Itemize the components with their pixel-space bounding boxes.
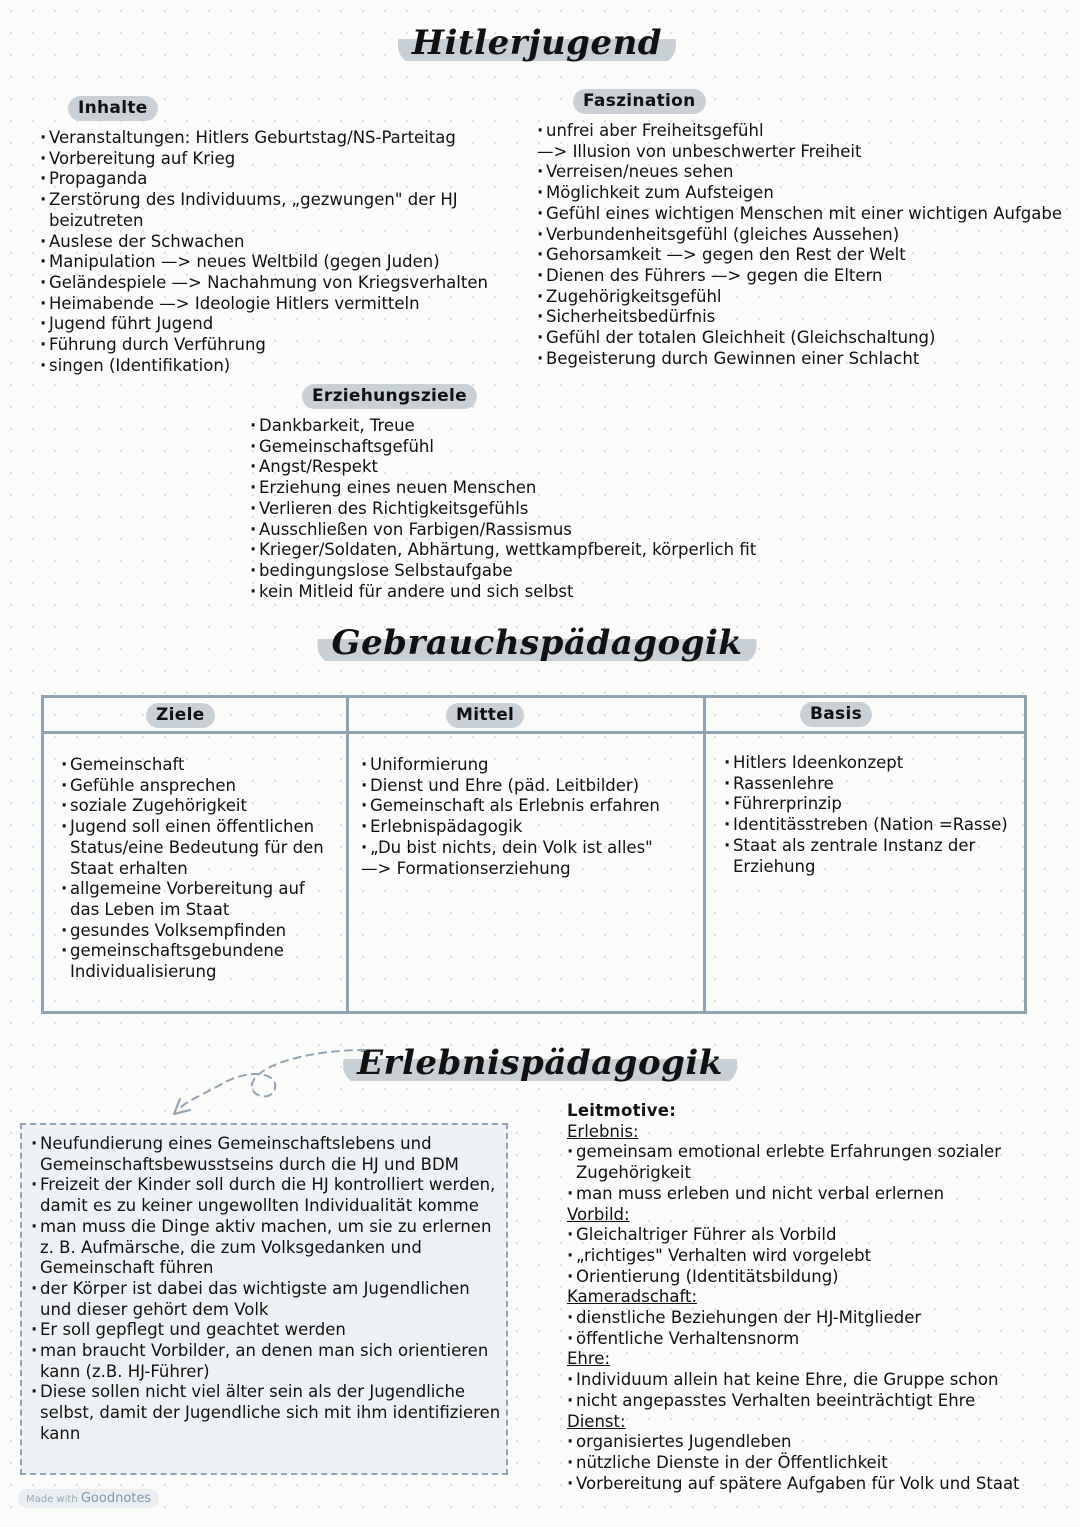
- list-item: · Vorbereitung auf spätere Aufgaben für Volk und Staat: [567, 1474, 1047, 1495]
- list-item: · Angst/Respekt: [250, 457, 810, 478]
- list-item: · Möglichkeit zum Aufsteigen: [537, 183, 1077, 204]
- label-faszination: Faszination: [573, 89, 706, 114]
- list-item: · man muss die Dinge aktiv machen, um sie zu erlernen z. B. Aufmärsche, die zum Volksgedanken und Gemeinschaft führen: [31, 1217, 503, 1279]
- list-item: · Jugend soll einen öffentlichen Status/eine Bedeutung für den Staat erhalten: [61, 817, 331, 879]
- badge-made-with: Made with: [26, 1494, 78, 1505]
- list-item: · Verreisen/neues sehen: [537, 162, 1077, 183]
- list-item: · bedingungslose Selbstaufgabe: [250, 561, 810, 582]
- title-erlebnispaedagogik: Erlebnispädagogik: [343, 1044, 737, 1084]
- list-item: · nützliche Dienste in der Öffentlichkeit: [567, 1453, 1047, 1474]
- list-item: · Führerprinzip: [724, 794, 1019, 815]
- list-item: · Manipulation —> neues Weltbild (gegen Juden): [40, 252, 510, 273]
- list-item: · kein Mitleid für andere und sich selbst: [250, 582, 810, 603]
- list-item: · Gemeinschaftsgefühl: [250, 437, 810, 458]
- list-item: · Gefühle ansprechen: [61, 776, 331, 797]
- list-item: · dienstliche Beziehungen der HJ-Mitglieder: [567, 1308, 1047, 1329]
- list-item: · „richtiges" Verhalten wird vorgelebt: [567, 1246, 1047, 1267]
- table-header-divider: [44, 731, 1024, 734]
- list-item: · man braucht Vorbilder, an denen man sich orientieren kann (z.B. HJ-Führer): [31, 1341, 503, 1382]
- curved-arrow-icon: [160, 1040, 370, 1120]
- list-item: · Orientierung (Identitätsbildung): [567, 1267, 1047, 1288]
- list-erlebnis-box: [31, 1134, 503, 1445]
- list-item: · singen (Identifikation): [40, 356, 510, 377]
- list-item: · Erlebnispädagogik: [361, 817, 691, 838]
- title-gebrauchspaedagogik: Gebrauchspädagogik: [318, 624, 757, 664]
- table-header-basis: Basis: [800, 702, 872, 727]
- table-column-divider: [346, 698, 349, 1011]
- table-header-ziele: Ziele: [146, 703, 215, 728]
- list-item: · Auslese der Schwachen: [40, 232, 510, 253]
- label-inhalte: Inhalte: [68, 96, 158, 121]
- heading-vorbild: Vorbild:: [567, 1204, 630, 1224]
- list-item: · Krieger/Soldaten, Abhärtung, wettkampfbereit, körperlich fit: [250, 540, 810, 561]
- list-item: · allgemeine Vorbereitung auf das Leben im Staat: [61, 879, 331, 920]
- list-item: · Uniformierung: [361, 755, 691, 776]
- list-item: · Geländespiele —> Nachahmung von Kriegsverhalten: [40, 273, 510, 294]
- list-item: · Jugend führt Jugend: [40, 314, 510, 335]
- list-item: · Führung durch Verführung: [40, 335, 510, 356]
- heading-erlebnis: Erlebnis:: [567, 1121, 639, 1141]
- heading-kameradschaft: Kameradschaft:: [567, 1287, 698, 1307]
- list-mittel: [361, 755, 691, 879]
- list-item: · Hitlers Ideenkonzept: [724, 753, 1019, 774]
- list-item: · Diese sollen nicht viel älter sein als der Jugendliche selbst, damit der Jugendliche sich mit ihm identifizieren kann: [31, 1382, 503, 1444]
- list-item: · Gefühl eines wichtigen Menschen mit einer wichtigen Aufgabe: [537, 204, 1077, 225]
- list-item: · Staat als zentrale Instanz der Erziehung: [724, 836, 1019, 877]
- list-item: · Freizeit der Kinder soll durch die HJ kontrolliert werden, damit es zu keiner ungewollten Individualität komme: [31, 1175, 503, 1216]
- list-faszination: [537, 121, 1077, 369]
- list-item-arrow: —> Illusion von unbeschwerter Freiheit: [537, 141, 862, 161]
- list-item-arrow: —> Formationserziehung: [361, 858, 571, 878]
- label-erziehungsziele: Erziehungsziele: [302, 384, 477, 409]
- list-item: · Ausschließen von Farbigen/Rassismus: [250, 520, 810, 541]
- list-item: · Gleichaltriger Führer als Vorbild: [567, 1225, 1047, 1246]
- list-item: · Dienen des Führers —> gegen die Eltern: [537, 266, 1077, 287]
- list-item: · Veranstaltungen: Hitlers Geburtstag/NS-Parteitag: [40, 128, 510, 149]
- list-item: · Er soll gepflegt und geachtet werden: [31, 1320, 503, 1341]
- list-item: · unfrei aber Freiheitsgefühl: [537, 121, 1077, 142]
- list-item: · „Du bist nichts, dein Volk ist alles": [361, 838, 691, 859]
- list-item: · Propaganda: [40, 169, 510, 190]
- list-ziele: [61, 755, 331, 983]
- list-item: · Neufundierung eines Gemeinschaftslebens und Gemeinschaftsbewusstseins durch die HJ und BDM: [31, 1134, 503, 1175]
- list-item: · Gehorsamkeit —> gegen den Rest der Welt: [537, 245, 1077, 266]
- list-item: · der Körper ist dabei das wichtigste am Jugendlichen und dieser gehört dem Volk: [31, 1279, 503, 1320]
- list-basis: [724, 753, 1019, 877]
- list-item: · Zerstörung des Individuums, „gezwungen" der HJ beizutreten: [40, 190, 510, 231]
- list-item: · Sicherheitsbedürfnis: [537, 307, 1077, 328]
- list-erziehungsziele: [250, 416, 810, 602]
- heading-dienst: Dienst:: [567, 1411, 626, 1431]
- list-item: · Zugehörigkeitsgefühl: [537, 287, 1077, 308]
- goodnotes-badge: [18, 1489, 159, 1508]
- list-item: · Erziehung eines neuen Menschen: [250, 478, 810, 499]
- list-item: · soziale Zugehörigkeit: [61, 796, 331, 817]
- list-item: · man muss erleben und nicht verbal erlernen: [567, 1184, 1047, 1205]
- list-item: · Identitässtreben (Nation =Rasse): [724, 815, 1019, 836]
- table-header-mittel: Mittel: [446, 703, 524, 728]
- list-item: · Rassenlehre: [724, 774, 1019, 795]
- list-item: · Dankbarkeit, Treue: [250, 416, 810, 437]
- list-item: · Vorbereitung auf Krieg: [40, 149, 510, 170]
- list-item: · Gefühl der totalen Gleichheit (Gleichschaltung): [537, 328, 1077, 349]
- heading-ehre: Ehre:: [567, 1349, 611, 1369]
- list-item: · Gemeinschaft: [61, 755, 331, 776]
- badge-brand: Goodnotes: [80, 1491, 152, 1506]
- list-item: · Dienst und Ehre (päd. Leitbilder): [361, 776, 691, 797]
- list-item: · gemeinschaftsgebundene Individualisierung: [61, 941, 331, 982]
- list-item: · Verbundenheitsgefühl (gleiches Aussehen): [537, 225, 1077, 246]
- list-item: · Gemeinschaft als Erlebnis erfahren: [361, 796, 691, 817]
- list-leitmotive: [567, 1101, 1047, 1494]
- title-hitlerjugend: Hitlerjugend: [398, 24, 676, 64]
- table-column-divider: [703, 698, 706, 1011]
- list-item: · Individuum allein hat keine Ehre, die Gruppe schon: [567, 1370, 1047, 1391]
- list-item: · gemeinsam emotional erlebte Erfahrungen sozialer Zugehörigkeit: [567, 1142, 1047, 1183]
- list-inhalte: [40, 128, 510, 376]
- list-item: · öffentliche Verhaltensnorm: [567, 1329, 1047, 1350]
- list-item: · Begeisterung durch Gewinnen einer Schlacht: [537, 349, 1077, 370]
- list-item: · gesundes Volksempfinden: [61, 921, 331, 942]
- list-item: · organisiertes Jugendleben: [567, 1432, 1047, 1453]
- list-item: · Verlieren des Richtigkeitsgefühls: [250, 499, 810, 520]
- list-item: · nicht angepasstes Verhalten beeinträchtigt Ehre: [567, 1391, 1047, 1412]
- leitmotive-label: Leitmotive:: [567, 1101, 677, 1120]
- list-item: · Heimabende —> Ideologie Hitlers vermitteln: [40, 294, 510, 315]
